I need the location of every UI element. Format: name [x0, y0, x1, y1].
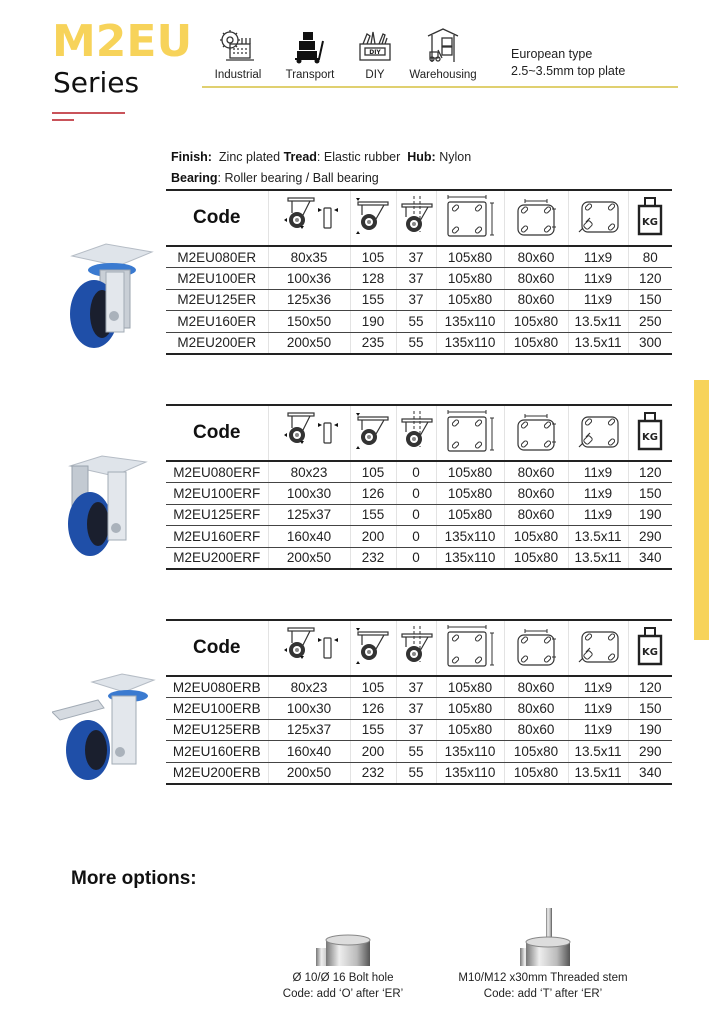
cell-offset: 37	[396, 698, 436, 720]
bolt-hole-icon	[576, 411, 620, 451]
cell-load: 290	[628, 526, 672, 548]
caster-table-swivel	[166, 189, 672, 355]
option-code-instruction: Code: add ‘O’ after ‘ER’	[282, 988, 404, 1000]
cell-height: 235	[350, 332, 396, 354]
cell-height: 155	[350, 289, 396, 311]
swivel-offset-icon	[398, 411, 434, 451]
hole-spacing-icon	[514, 195, 558, 237]
cell-load: 190	[628, 719, 672, 741]
cell-offset: 55	[396, 741, 436, 763]
application-label: Transport	[285, 69, 335, 81]
cell-load: 150	[628, 289, 672, 311]
cell-plate: 105x80	[436, 676, 504, 698]
column-header-wheel-size	[268, 620, 350, 676]
cell-offset: 55	[396, 762, 436, 784]
cell-wheel: 100x36	[268, 268, 350, 290]
cell-offset: 0	[396, 547, 436, 569]
load-capacity-kg-icon	[635, 411, 665, 451]
cell-code: M2EU080ERB	[166, 676, 268, 698]
table-row	[166, 719, 672, 741]
cell-wheel: 160x40	[268, 526, 350, 548]
cell-height: 155	[350, 504, 396, 526]
cell-plate: 105x80	[436, 483, 504, 505]
table-row	[166, 332, 672, 354]
cell-load: 300	[628, 332, 672, 354]
cell-wheel: 160x40	[268, 741, 350, 763]
cell-wheel: 125x36	[268, 289, 350, 311]
cell-plate: 105x80	[436, 246, 504, 268]
bearing-label: Bearing	[171, 171, 218, 185]
table-row	[166, 547, 672, 569]
cell-code: M2EU080ER	[166, 246, 268, 268]
option-threaded-stem	[448, 970, 638, 1002]
option-description: M10/M12 x30mm Threaded stem	[458, 972, 628, 984]
cell-plate: 105x80	[436, 504, 504, 526]
wheel-size-icon	[278, 626, 340, 666]
cell-bolt: 11x9	[568, 698, 628, 720]
cell-code: M2EU160ER	[166, 311, 268, 333]
cell-holes: 80x60	[504, 676, 568, 698]
cell-holes: 80x60	[504, 246, 568, 268]
cell-wheel: 150x50	[268, 311, 350, 333]
swivel-offset-icon	[398, 196, 434, 236]
header-divider	[202, 86, 678, 88]
title-underline	[52, 112, 125, 114]
cell-offset: 0	[396, 526, 436, 548]
title-underline-short	[52, 119, 74, 121]
column-header-plate-size	[436, 190, 504, 246]
cell-height: 105	[350, 676, 396, 698]
cell-bolt: 11x9	[568, 504, 628, 526]
swivel-offset-icon	[398, 626, 434, 666]
column-header-wheel-size	[268, 405, 350, 461]
cell-plate: 105x80	[436, 289, 504, 311]
load-capacity-kg-icon	[635, 626, 665, 666]
finish-value: Zinc plated	[218, 150, 281, 164]
cell-height: 155	[350, 719, 396, 741]
cell-height: 232	[350, 547, 396, 569]
table-row	[166, 268, 672, 290]
cell-code: M2EU125ERF	[166, 504, 268, 526]
column-header-wheel-size	[268, 190, 350, 246]
table-header-row	[166, 405, 672, 461]
finish-label: Finish:	[171, 150, 212, 164]
cell-bolt: 13.5x11	[568, 547, 628, 569]
cell-plate: 135x110	[436, 332, 504, 354]
cell-bolt: 11x9	[568, 289, 628, 311]
table-row	[166, 526, 672, 548]
cell-plate: 135x110	[436, 526, 504, 548]
top-plate-line: 2.5~3.5mm top plate	[511, 64, 626, 78]
load-capacity-kg-icon	[635, 196, 665, 236]
column-header-swivel-offset	[396, 190, 436, 246]
cell-bolt: 11x9	[568, 719, 628, 741]
cell-height: 105	[350, 461, 396, 483]
cell-wheel: 125x37	[268, 719, 350, 741]
cell-load: 150	[628, 483, 672, 505]
specs-line-2	[171, 168, 471, 189]
application-label: Industrial	[214, 69, 262, 81]
cell-code: M2EU200ERB	[166, 762, 268, 784]
table-row	[166, 504, 672, 526]
table-row	[166, 246, 672, 268]
cell-offset: 37	[396, 289, 436, 311]
cell-height: 126	[350, 483, 396, 505]
type-line: European type	[511, 47, 593, 61]
cell-load: 120	[628, 461, 672, 483]
bearing-value: : Roller bearing / Ball bearing	[217, 171, 379, 185]
cell-plate: 105x80	[436, 461, 504, 483]
cell-holes: 80x60	[504, 461, 568, 483]
cell-offset: 55	[396, 311, 436, 333]
cell-code: M2EU160ERB	[166, 741, 268, 763]
cell-bolt: 13.5x11	[568, 762, 628, 784]
bolt-hole-caster-image	[316, 934, 372, 966]
table-header-row	[166, 620, 672, 676]
cell-plate: 135x110	[436, 547, 504, 569]
cell-height: 200	[350, 526, 396, 548]
table-row	[166, 483, 672, 505]
table-row	[166, 762, 672, 784]
cell-plate: 105x80	[436, 719, 504, 741]
cell-holes: 80x60	[504, 289, 568, 311]
column-header-overall-height	[350, 405, 396, 461]
cell-code: M2EU160ERF	[166, 526, 268, 548]
cell-wheel: 200x50	[268, 547, 350, 569]
application-industrial	[202, 26, 274, 81]
cell-code: M2EU125ERB	[166, 719, 268, 741]
cell-bolt: 13.5x11	[568, 311, 628, 333]
cell-height: 128	[350, 268, 396, 290]
cell-plate: 135x110	[436, 762, 504, 784]
table-row	[166, 461, 672, 483]
series-label: Series	[53, 66, 140, 99]
cell-code: M2EU080ERF	[166, 461, 268, 483]
cell-bolt: 11x9	[568, 461, 628, 483]
cell-holes: 105x80	[504, 526, 568, 548]
cell-code: M2EU100ERF	[166, 483, 268, 505]
cell-load: 80	[628, 246, 672, 268]
cell-plate: 135x110	[436, 741, 504, 763]
column-header-swivel-offset	[396, 405, 436, 461]
cell-bolt: 13.5x11	[568, 741, 628, 763]
cell-code: M2EU100ER	[166, 268, 268, 290]
type-description	[511, 46, 625, 80]
cell-bolt: 11x9	[568, 268, 628, 290]
cell-plate: 105x80	[436, 698, 504, 720]
cell-wheel: 80x23	[268, 676, 350, 698]
cell-holes: 105x80	[504, 762, 568, 784]
specs-line-1	[171, 147, 471, 168]
column-header-load-capacity	[628, 620, 672, 676]
applications-row	[202, 26, 482, 81]
cell-offset: 37	[396, 676, 436, 698]
table-row	[166, 676, 672, 698]
fixed-caster-image	[50, 452, 150, 562]
application-diy	[346, 26, 404, 81]
cell-bolt: 13.5x11	[568, 526, 628, 548]
more-options-title: More options:	[71, 868, 197, 889]
cell-plate: 135x110	[436, 311, 504, 333]
cell-load: 340	[628, 547, 672, 569]
option-code-instruction: Code: add ‘T’ after ‘ER’	[483, 988, 603, 1000]
column-header-overall-height	[350, 190, 396, 246]
plate-size-icon	[444, 409, 496, 453]
table-row	[166, 311, 672, 333]
table-row	[166, 698, 672, 720]
column-header-hole-spacing	[504, 405, 568, 461]
cell-load: 250	[628, 311, 672, 333]
cell-wheel: 80x23	[268, 461, 350, 483]
cell-holes: 105x80	[504, 741, 568, 763]
wheel-size-icon	[278, 196, 340, 236]
option-bolt-hole	[268, 970, 418, 1002]
cell-offset: 0	[396, 461, 436, 483]
cell-holes: 80x60	[504, 268, 568, 290]
overall-height-icon	[354, 411, 392, 451]
cell-offset: 55	[396, 332, 436, 354]
bolt-hole-icon	[576, 196, 620, 236]
threaded-stem-caster-image	[520, 908, 576, 966]
bolt-hole-icon	[576, 626, 620, 666]
overall-height-icon	[354, 196, 392, 236]
cell-bolt: 11x9	[568, 676, 628, 698]
cell-code: M2EU100ERB	[166, 698, 268, 720]
cell-height: 190	[350, 311, 396, 333]
forklift-warehouse-icon	[424, 26, 462, 64]
swivel-caster-image	[56, 236, 156, 354]
hub-value: Nylon	[439, 150, 472, 164]
cell-holes: 105x80	[504, 311, 568, 333]
cell-holes: 80x60	[504, 698, 568, 720]
column-header-code: Code	[193, 422, 241, 443]
hand-truck-icon	[293, 26, 327, 64]
hole-spacing-icon	[514, 625, 558, 667]
tread-label: Tread	[283, 150, 317, 164]
cell-offset: 37	[396, 268, 436, 290]
cell-code: M2EU200ER	[166, 332, 268, 354]
cell-holes: 80x60	[504, 483, 568, 505]
column-header-overall-height	[350, 620, 396, 676]
cell-bolt: 11x9	[568, 483, 628, 505]
overall-height-icon	[354, 626, 392, 666]
column-header-bolt-hole	[568, 190, 628, 246]
column-header-load-capacity	[628, 405, 672, 461]
cell-load: 120	[628, 676, 672, 698]
cell-height: 105	[350, 246, 396, 268]
cell-bolt: 11x9	[568, 246, 628, 268]
series-code-title: M2EU	[52, 16, 193, 67]
side-accent-bar	[694, 380, 709, 640]
column-header-code: Code	[193, 637, 241, 658]
cell-height: 232	[350, 762, 396, 784]
hub-label: Hub:	[407, 150, 436, 164]
plate-size-icon	[444, 194, 496, 238]
cell-load: 290	[628, 741, 672, 763]
cell-height: 200	[350, 741, 396, 763]
cell-load: 150	[628, 698, 672, 720]
cell-wheel: 200x50	[268, 332, 350, 354]
cell-offset: 0	[396, 504, 436, 526]
column-header-load-capacity	[628, 190, 672, 246]
column-header-hole-spacing	[504, 190, 568, 246]
cell-holes: 80x60	[504, 719, 568, 741]
cell-load: 190	[628, 504, 672, 526]
cell-bolt: 13.5x11	[568, 332, 628, 354]
application-label: Warehousing	[409, 69, 477, 81]
column-header-bolt-hole	[568, 405, 628, 461]
column-header-hole-spacing	[504, 620, 568, 676]
cell-offset: 0	[396, 483, 436, 505]
caster-table-brake	[166, 619, 672, 785]
option-description: Ø 10/Ø 16 Bolt hole	[292, 972, 394, 984]
table-header-row	[166, 190, 672, 246]
column-header-plate-size	[436, 620, 504, 676]
cell-holes: 105x80	[504, 547, 568, 569]
material-specs	[171, 147, 471, 189]
cell-offset: 37	[396, 719, 436, 741]
cell-wheel: 200x50	[268, 762, 350, 784]
factory-gear-icon	[218, 26, 258, 64]
cell-load: 120	[628, 268, 672, 290]
cell-offset: 37	[396, 246, 436, 268]
table-row	[166, 741, 672, 763]
cell-load: 340	[628, 762, 672, 784]
cell-height: 126	[350, 698, 396, 720]
diy-toolbox-icon	[357, 26, 393, 64]
cell-wheel: 125x37	[268, 504, 350, 526]
application-label: DIY	[365, 69, 385, 81]
column-header-bolt-hole	[568, 620, 628, 676]
column-header-plate-size	[436, 405, 504, 461]
application-transport	[274, 26, 346, 81]
column-header-swivel-offset	[396, 620, 436, 676]
cell-holes: 105x80	[504, 332, 568, 354]
cell-code: M2EU125ER	[166, 289, 268, 311]
column-header-code: Code	[193, 207, 241, 228]
plate-size-icon	[444, 624, 496, 668]
swivel-brake-caster-image	[52, 672, 158, 784]
cell-wheel: 100x30	[268, 698, 350, 720]
cell-code: M2EU200ERF	[166, 547, 268, 569]
table-row	[166, 289, 672, 311]
cell-plate: 105x80	[436, 268, 504, 290]
hole-spacing-icon	[514, 410, 558, 452]
wheel-size-icon	[278, 411, 340, 451]
svg-text:DIY: DIY	[369, 49, 381, 56]
application-warehousing	[404, 26, 482, 81]
tread-value: : Elastic rubber	[316, 150, 401, 164]
cell-wheel: 80x35	[268, 246, 350, 268]
cell-wheel: 100x30	[268, 483, 350, 505]
cell-holes: 80x60	[504, 504, 568, 526]
caster-table-fixed	[166, 404, 672, 570]
